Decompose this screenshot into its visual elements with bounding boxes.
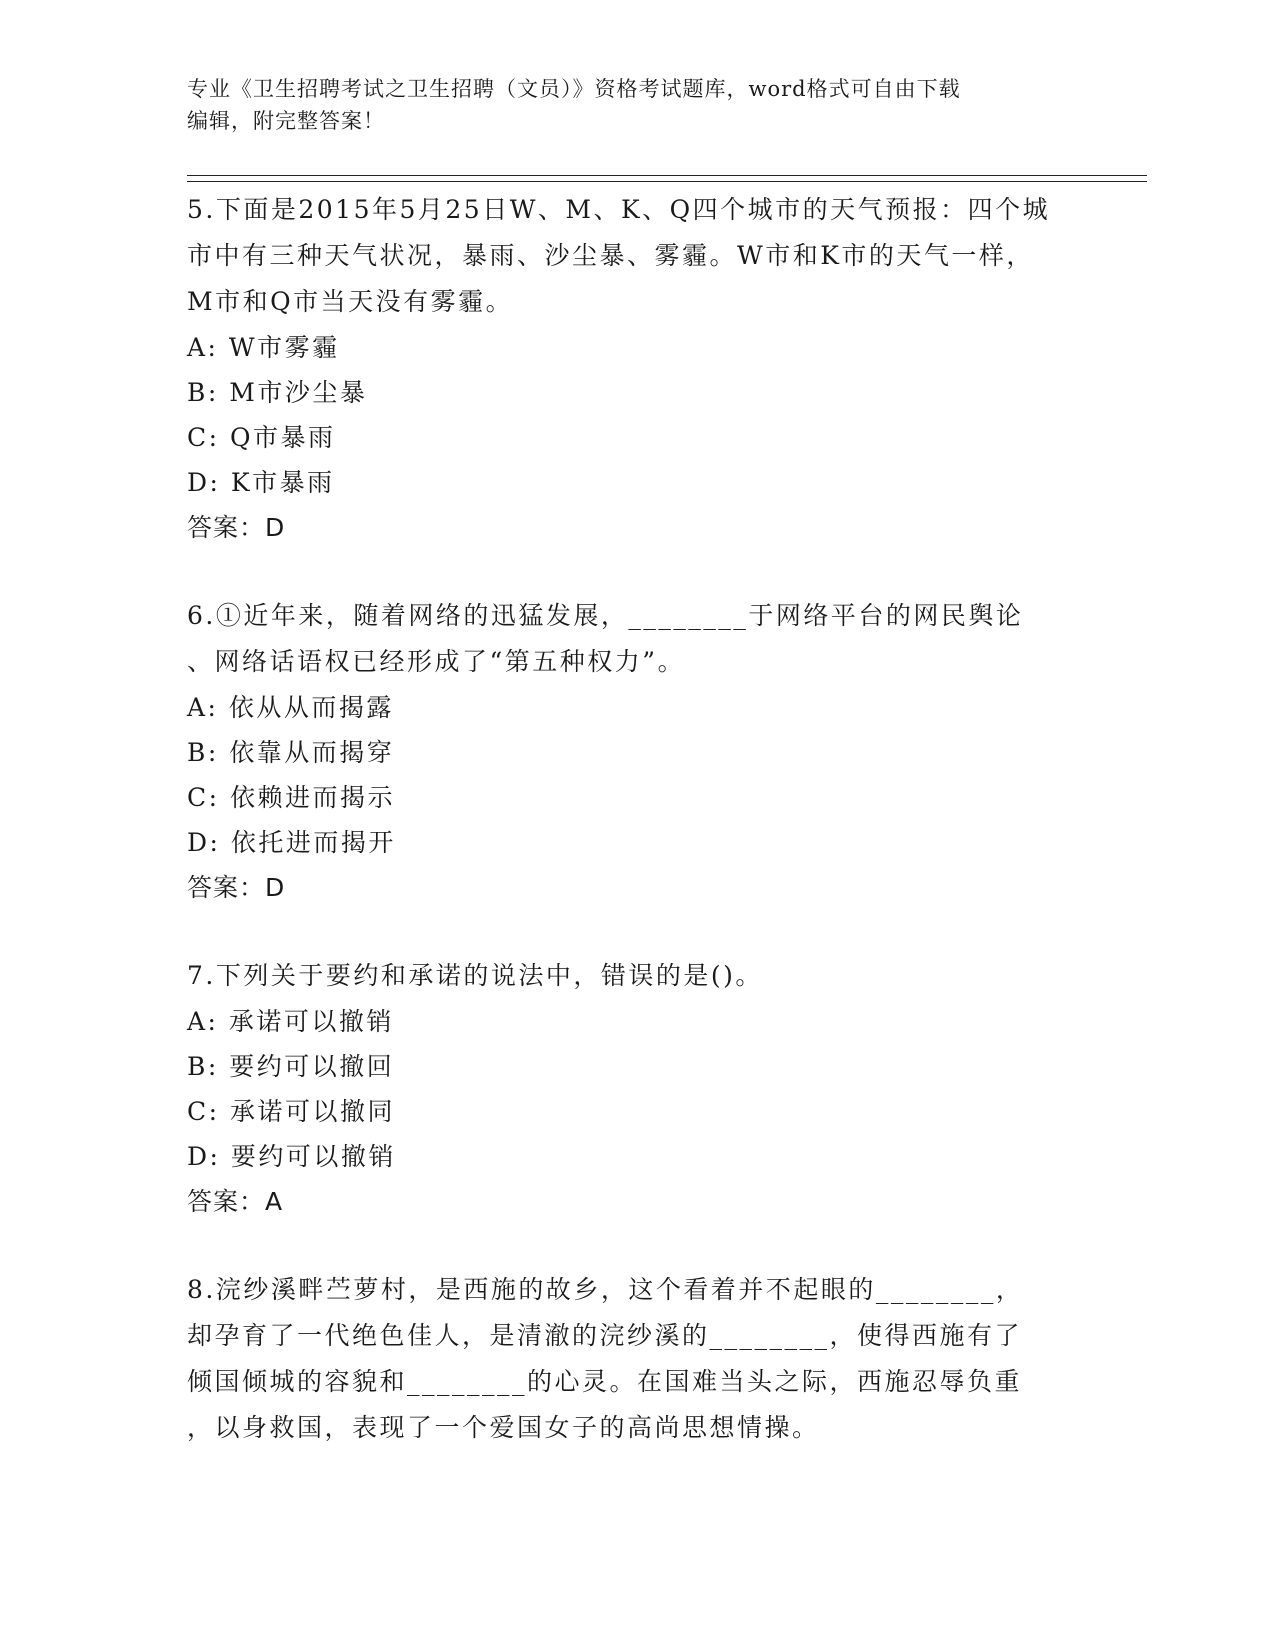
question-text-line: 、网络话语权已经形成了“第五种权力”。 bbox=[187, 647, 686, 676]
option-b: B: 要约可以撤回 bbox=[187, 1052, 395, 1081]
question-spacer bbox=[187, 911, 1077, 953]
option-d: D: 依托进而揭开 bbox=[187, 828, 396, 857]
header-divider-top bbox=[187, 175, 1147, 176]
question-7 bbox=[187, 953, 1077, 1225]
option-c: C: 依赖进而揭示 bbox=[187, 783, 395, 812]
question-8 bbox=[187, 1267, 1077, 1451]
question-text-line: ，以身救国，表现了一个爱国女子的高尚思想情操。 bbox=[187, 1413, 820, 1442]
option-a: A: W市雾霾 bbox=[187, 333, 340, 362]
question-text-line: 8.浣纱溪畔苎萝村，是西施的故乡，这个看着并不起眼的________， bbox=[187, 1275, 1024, 1304]
option-d: D: K市暴雨 bbox=[187, 468, 335, 497]
question-text-line: 7.下列关于要约和承诺的说法中，错误的是()。 bbox=[187, 961, 763, 990]
header-line-1: 专业《卫生招聘考试之卫生招聘（文员）》资格考试题库，word格式可自由下载 bbox=[187, 77, 961, 101]
option-a: A: 依从从而揭露 bbox=[187, 693, 394, 722]
question-text-line: 6.①近年来，随着网络的迅猛发展，________于网络平台的网民舆论 bbox=[187, 601, 1024, 630]
question-spacer bbox=[187, 1225, 1077, 1267]
answer-line: 答案：D bbox=[187, 873, 286, 902]
question-text-line: 5.下面是2015年5月25日W、M、K、Q四个城市的天气预报：四个城 bbox=[187, 195, 1051, 224]
question-text-line: 倾国倾城的容貌和________的心灵。在国难当头之际，西施忍辱负重 bbox=[187, 1367, 1023, 1396]
header-line-2: 编辑，附完整答案！ bbox=[187, 109, 385, 133]
option-b: B: 依靠从而揭穿 bbox=[187, 738, 395, 767]
header-divider-bottom bbox=[187, 181, 1147, 182]
question-spacer bbox=[187, 551, 1077, 593]
option-a: A: 承诺可以撤销 bbox=[187, 1007, 394, 1036]
answer-line: 答案：D bbox=[187, 513, 286, 542]
question-text-line: 市中有三种天气状况，暴雨、沙尘暴、雾霾。W市和K市的天气一样， bbox=[187, 241, 1034, 270]
question-text-line: M市和Q市当天没有雾霾。 bbox=[187, 287, 514, 316]
question-list bbox=[187, 187, 1077, 1451]
document-header bbox=[187, 73, 1067, 137]
option-b: B: M市沙尘暴 bbox=[187, 378, 368, 407]
question-5 bbox=[187, 187, 1077, 551]
answer-line: 答案：A bbox=[187, 1187, 284, 1216]
option-c: C: 承诺可以撤同 bbox=[187, 1097, 395, 1126]
option-c: C: Q市暴雨 bbox=[187, 423, 336, 452]
question-text-line: 却孕育了一代绝色佳人，是清澈的浣纱溪的________，使得西施有了 bbox=[187, 1321, 1023, 1350]
question-6 bbox=[187, 593, 1077, 911]
option-d: D: 要约可以撤销 bbox=[187, 1142, 396, 1171]
